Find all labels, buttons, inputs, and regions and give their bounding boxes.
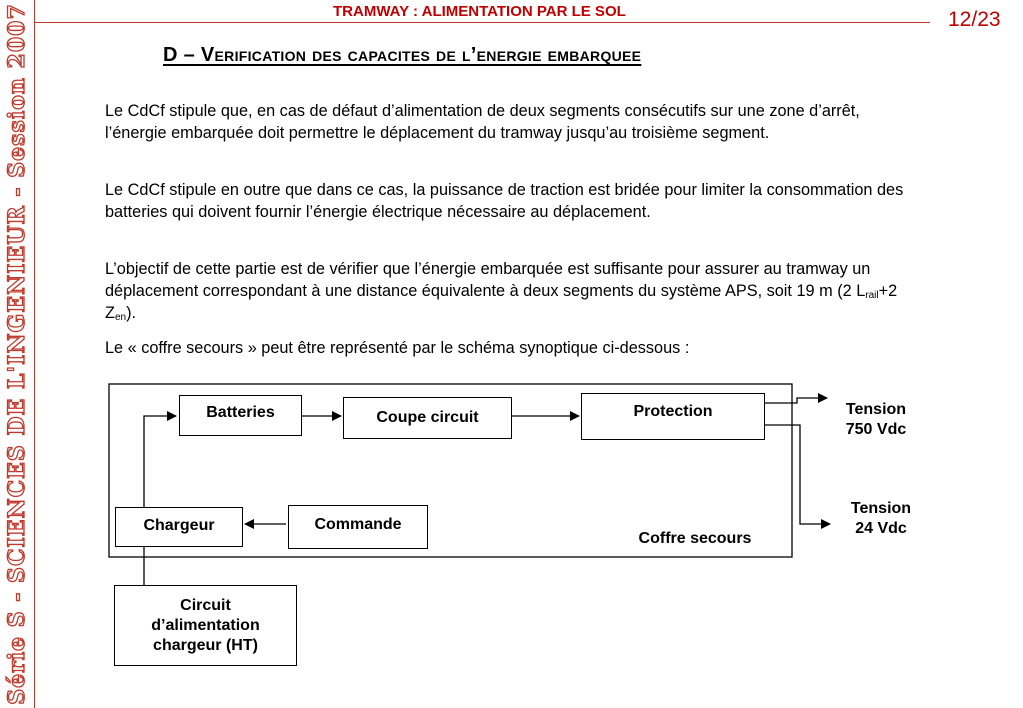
paragraph-3-end: ). xyxy=(126,304,137,322)
page-number: 12/23 xyxy=(948,8,1001,31)
protection-box xyxy=(581,393,765,440)
arrow-chargeur-batteries xyxy=(144,416,176,508)
output-24-label xyxy=(831,499,931,539)
subscript-rail: rail xyxy=(865,290,879,301)
output-24-line-1: Tension xyxy=(850,500,912,517)
arrow-out-750 xyxy=(765,398,827,403)
circuit-line-2: d’alimentation xyxy=(151,616,260,634)
commande-box xyxy=(288,505,428,549)
circuit-line-1: Circuit xyxy=(180,596,231,614)
batteries-box xyxy=(179,395,302,436)
chargeur-box xyxy=(115,507,243,547)
batteries-label: Batteries xyxy=(206,404,275,421)
output-24-line-2: 24 Vdc xyxy=(855,520,907,537)
paragraph-3-text: L’objectif de cette partie est de vérifier que l’énergie embarquée est suffisante pour assurer au tramway un déplacement correspondant à une distance équivalente à deux segments du système APS, soit 19 m (2 L xyxy=(105,260,871,300)
coffre-label: Coffre secours xyxy=(638,530,752,547)
output-750-line-2: 750 Vdc xyxy=(845,421,907,438)
subscript-en: en xyxy=(114,312,127,323)
paragraph-3-mid: +2 Z xyxy=(105,282,898,322)
circuit-alimentation-box xyxy=(114,585,297,666)
paragraph-1: Le CdCf stipule que, en cas de défaut d’alimentation de deux segments consécutifs sur une zone d’arrêt, l’énergie embarquée doit permettre le déplacement du tramway jusqu’au troisième segment. xyxy=(105,102,860,142)
paragraph-4: Le « coffre secours » peut être représenté par le schéma synoptique ci-dessous : xyxy=(105,339,690,357)
header-title: TRAMWAY : ALIMENTATION PAR LE SOL xyxy=(333,3,626,20)
arrow-out-24 xyxy=(765,425,830,524)
coupe-circuit-box xyxy=(343,397,512,439)
output-750-line-1: Tension xyxy=(845,401,907,418)
circuit-line-3: chargeur (HT) xyxy=(153,636,258,654)
chargeur-label: Chargeur xyxy=(143,517,215,534)
paragraph-2: Le CdCf stipule en outre que dans ce cas, la puissance de traction est bridée pour limiter la consommation des batteries qui doivent fournir l’énergie électrique nécessaire au déplacement. xyxy=(105,181,904,221)
section-title: D – Verification des capacites de l’energie embarquee xyxy=(163,44,642,66)
output-750-label xyxy=(826,400,926,440)
coupe-circuit-label: Coupe circuit xyxy=(376,409,479,426)
protection-label: Protection xyxy=(633,403,713,420)
commande-label: Commande xyxy=(314,516,402,533)
side-banner-text: Série S - SCIENCES DE L'INGENIEUR - Session 2007 xyxy=(4,3,30,705)
